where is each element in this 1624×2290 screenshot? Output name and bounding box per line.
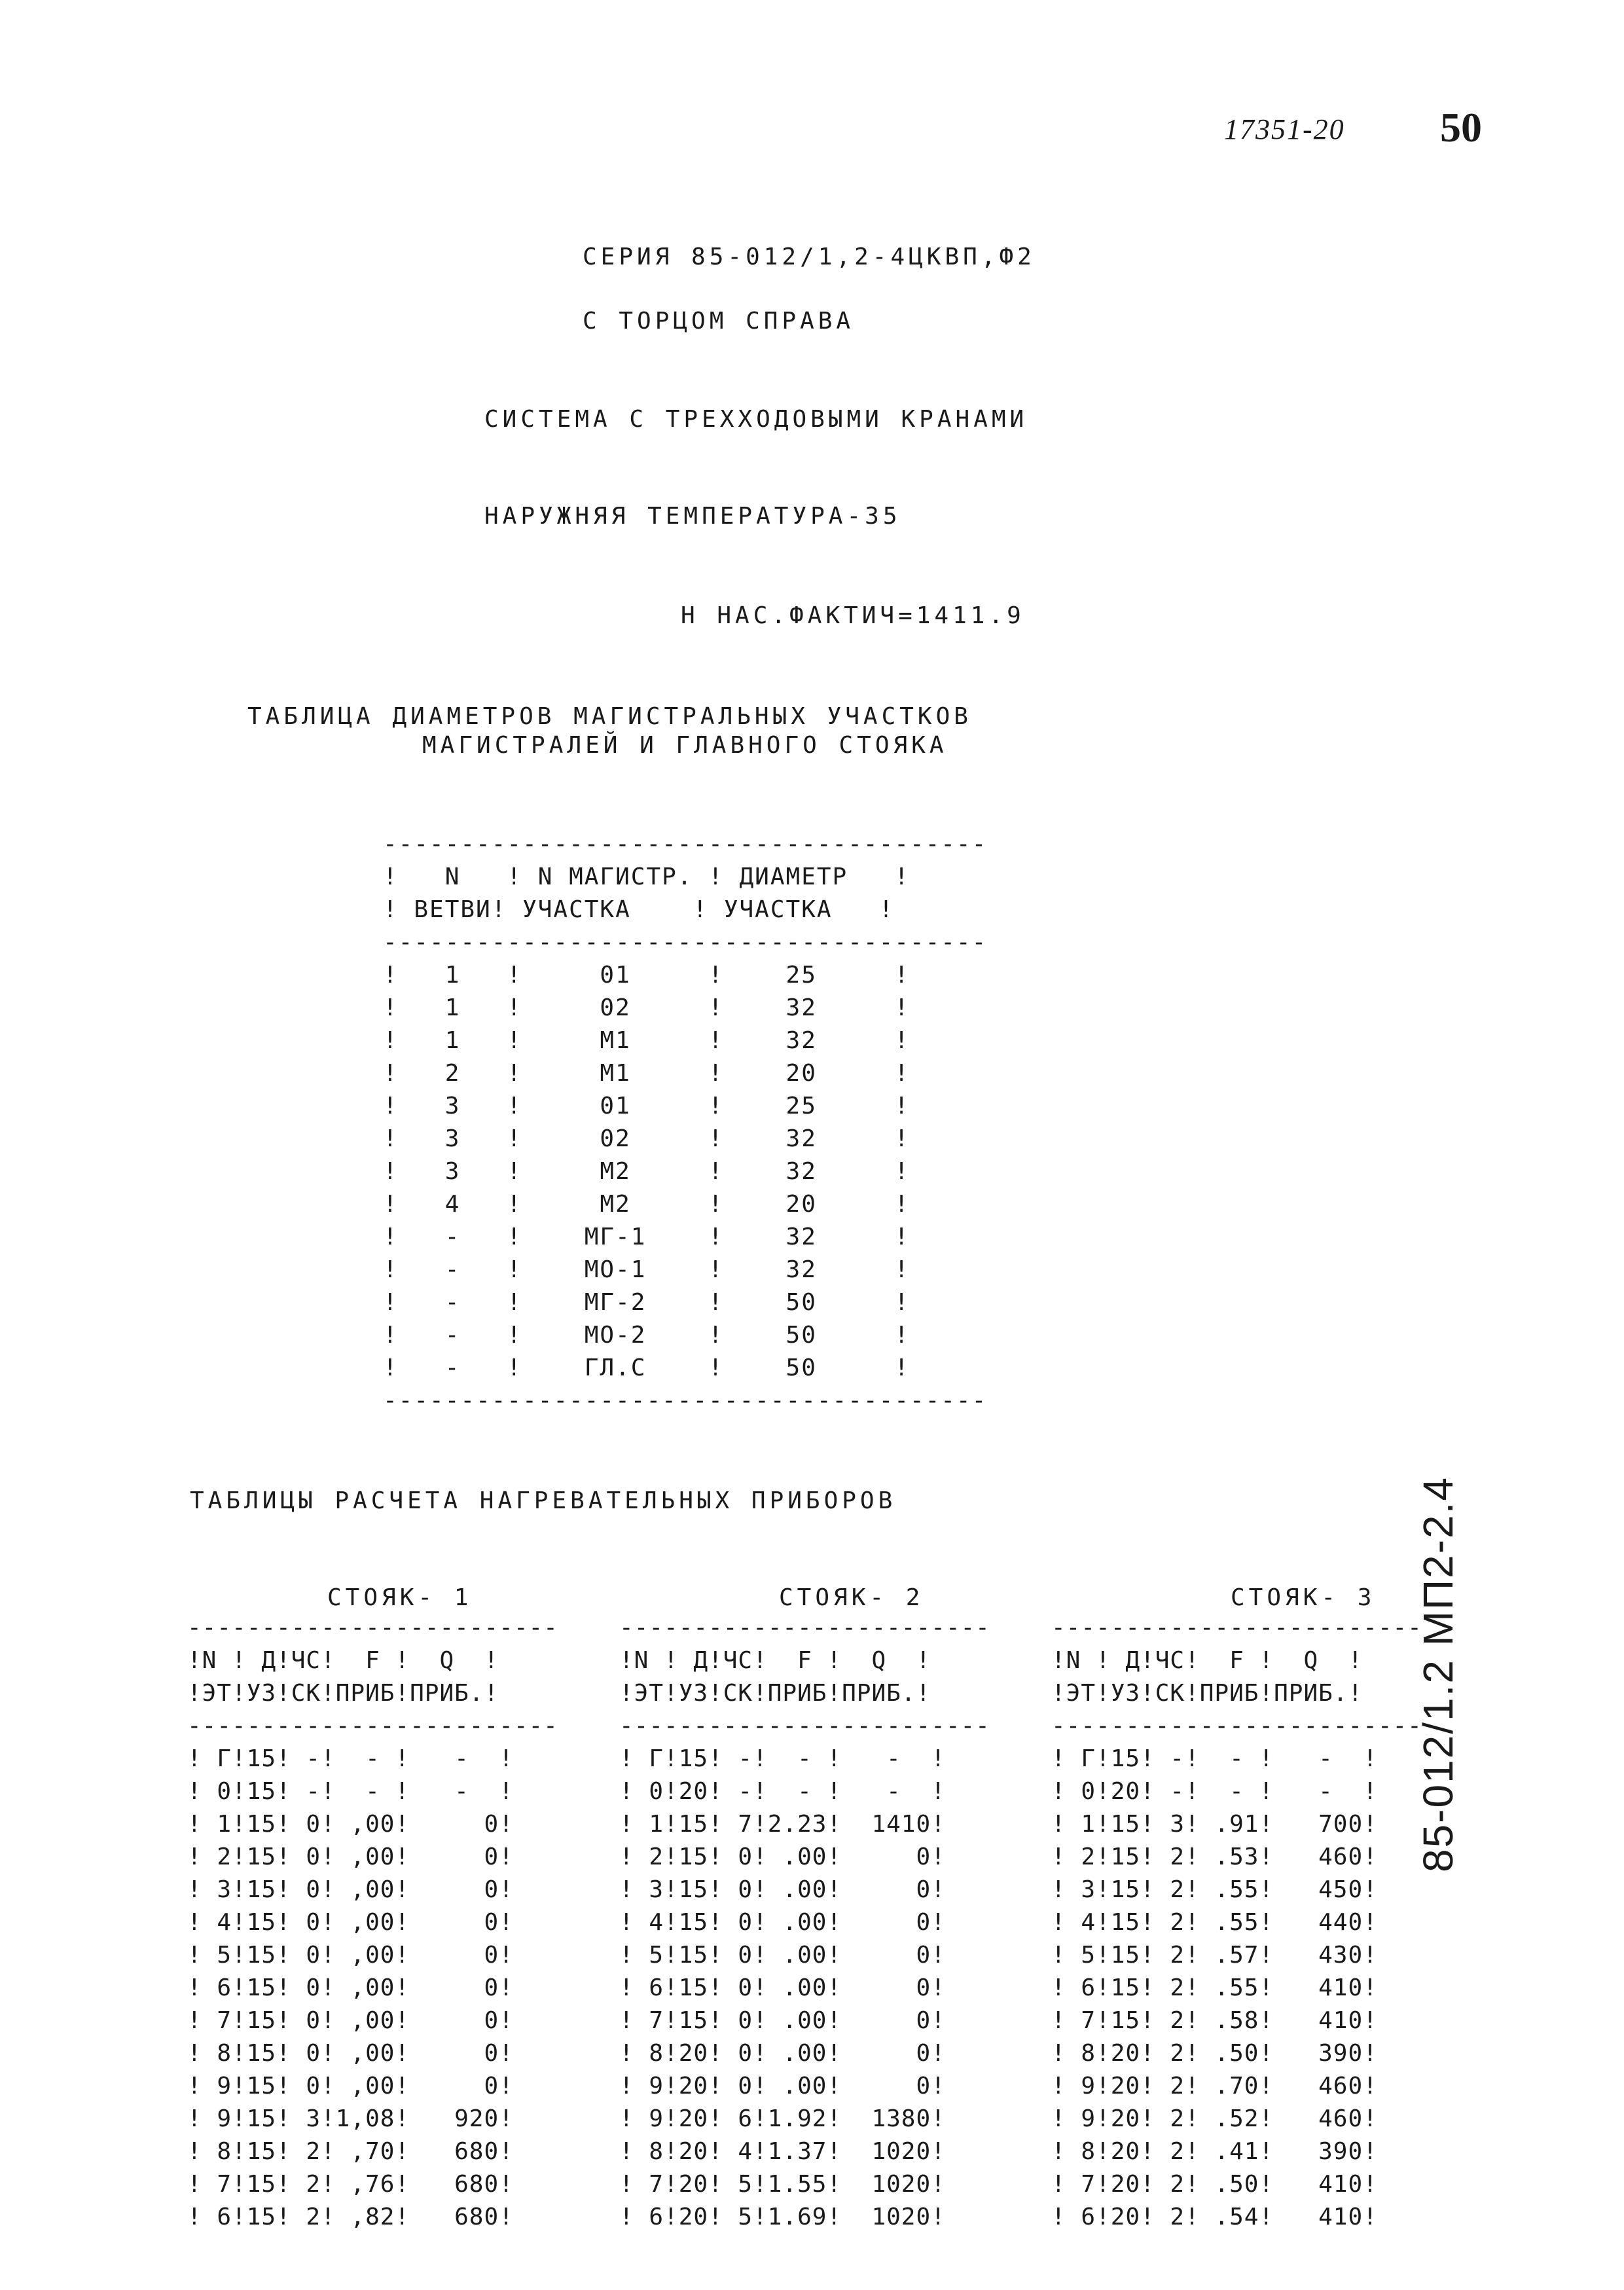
riser-1-label: СТОЯК- 1	[327, 1584, 473, 1611]
riser-1-table: ------------------------- !N ! Д!ЧС! F ! Q ! !ЭТ!УЗ!СК!ПРИБ!ПРИБ.! ------------------------- ! Г!15! -! - ! - ! ! 0!15! -! - ! - ! ! 1!15! 0! ,00! 0! ! 2!15! 0! ,00! 0! ! 3!15! 0! ,00! 0! ! 4!15! 0! ,00! 0! ! 5!15! 0! ,00! 0! ! 6!15! 0! ,00! 0! ! 7!15! 0! ,00! 0! ! 8!15! 0! ,00! 0! ! 9!15! 0! ,00! 0! ! 9!15! 3!1,08! 920! ! 8!15! 2! ,70! 680! ! 7!15! 2! ,76! 680! ! 6!15! 2! ,82! 680!	[187, 1614, 558, 2230]
diameters-table-title-2: МАГИСТРАЛЕЙ И ГЛАВНОГО СТОЯКА	[422, 732, 948, 759]
temperature-title: НАРУЖНЯЯ ТЕМПЕРАТУРА-35	[484, 503, 901, 530]
diameters-table-title-1: ТАБЛИЦА ДИАМЕТРОВ МАГИСТРАЛЬНЫХ УЧАСТКОВ	[247, 703, 972, 730]
devices-title: ТАБЛИЦЫ РАСЧЕТА НАГРЕВАТЕЛЬНЫХ ПРИБОРОВ	[190, 1487, 897, 1514]
handwritten-side-note: 85-012/1.2 МП2-2.4	[1415, 1476, 1462, 1872]
riser-2-label: СТОЯК- 2	[779, 1584, 924, 1611]
document-code: 17351-20	[1224, 113, 1345, 145]
pressure-title: Н НАС.ФАКТИЧ=1411.9	[681, 602, 1025, 629]
riser-3-table: ------------------------- !N ! Д!ЧС! F ! Q ! !ЭТ!УЗ!СК!ПРИБ!ПРИБ.! ------------------------- ! Г!15! -! - ! - ! ! 0!20! -! - ! - ! ! 1!15! 3! .91! 700! ! 2!15! 2! .53! 460! ! 3!15! 2! .55! 450! ! 4!15! 2! .55! 440! ! 5!15! 2! .57! 430! ! 6!15! 2! .55! 410! ! 7!15! 2! .58! 410! ! 8!20! 2! .50! 390! ! 9!20! 2! .70! 460! ! 9!20! 2! .52! 460! ! 8!20! 2! .41! 390! ! 7!20! 2! .50! 410! ! 6!20! 2! .54! 410!	[1051, 1614, 1422, 2230]
system-title: СИСТЕМА С ТРЕХХОДОВЫМИ КРАНАМИ	[484, 406, 1028, 433]
riser-3-label: СТОЯК- 3	[1231, 1584, 1376, 1611]
side-title: С ТОРЦОМ СПРАВА	[583, 308, 855, 335]
page-number: 50	[1440, 104, 1482, 151]
diameters-table: --------------------------------------- ! N ! N МАГИСТР. ! ДИАМЕТР ! ! ВЕТВИ! УЧАСТКА ! УЧАСТКА ! --------------------------------------- ! 1 ! 01 ! 25 ! ! 1 ! 02 ! 32 ! ! 1 ! М1 ! 32 ! ! 2 ! М1 ! 20 ! ! 3 ! 01 ! 25 ! ! 3 ! 02 ! 32 ! ! 3 ! М2 ! 32 ! ! 4 ! М2 ! 20 ! ! - ! МГ-1 ! 32 ! ! - ! МО-1 ! 32 ! ! - ! МГ-2 ! 50 ! ! - ! МО-2 ! 50 ! ! - ! ГЛ.С ! 50 ! ---------------------------------------	[383, 831, 988, 1414]
riser-2-table: ------------------------- !N ! Д!ЧС! F ! Q ! !ЭТ!УЗ!СК!ПРИБ!ПРИБ.! ------------------------- ! Г!15! -! - ! - ! ! 0!20! -! - ! - ! ! 1!15! 7!2.23! 1410! ! 2!15! 0! .00! 0! ! 3!15! 0! .00! 0! ! 4!15! 0! .00! 0! ! 5!15! 0! .00! 0! ! 6!15! 0! .00! 0! ! 7!15! 0! .00! 0! ! 8!20! 0! .00! 0! ! 9!20! 0! .00! 0! ! 9!20! 6!1.92! 1380! ! 8!20! 4!1.37! 1020! ! 7!20! 5!1.55! 1020! ! 6!20! 5!1.69! 1020!	[619, 1614, 990, 2230]
series-title: СЕРИЯ 85-012/1,2-4ЦКВП,Ф2	[583, 244, 1036, 270]
